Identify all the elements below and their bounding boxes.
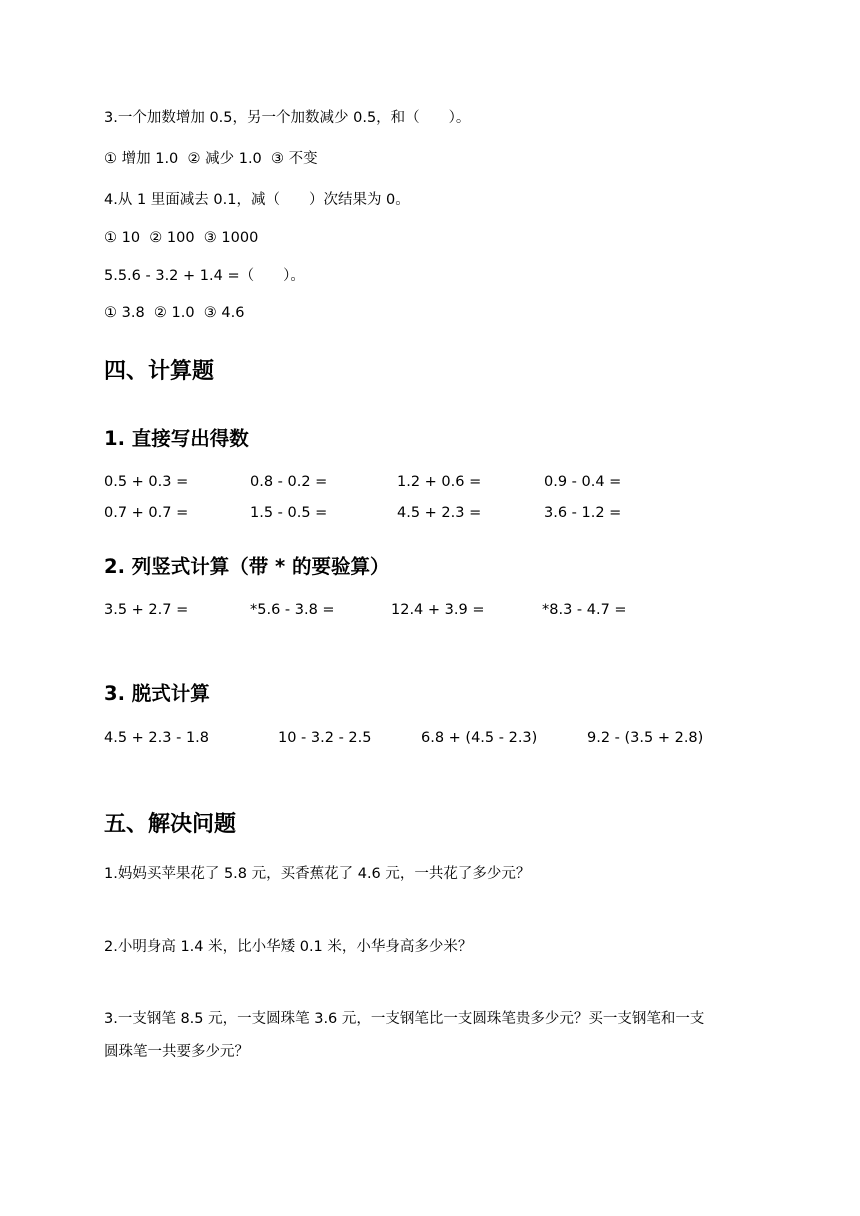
question-3: 3.一个加数增加 0.5，另一个加数减少 0.5，和（ ）。 xyxy=(104,110,471,126)
vertical-calc-item: *5.6 - 3.8 = xyxy=(250,602,335,618)
oral-calc-item: 0.9 - 0.4 = xyxy=(544,474,622,490)
oral-calc-item: 1.2 + 0.6 = xyxy=(397,474,482,490)
question-4-options: ① 10 ② 100 ③ 1000 xyxy=(104,230,259,246)
question-4: 4.从 1 里面减去 0.1，减（ ）次结果为 0。 xyxy=(104,192,410,208)
oral-calc-item: 0.5 + 0.3 = xyxy=(104,474,189,490)
oral-calc-item: 1.5 - 0.5 = xyxy=(250,505,328,521)
question-5: 5.5.6 - 3.2 + 1.4 =（ ）。 xyxy=(104,268,305,284)
vertical-calc-item: 3.5 + 2.7 = xyxy=(104,602,189,618)
oral-calc-item: 0.8 - 0.2 = xyxy=(250,474,328,490)
oral-calc-item: 0.7 + 0.7 = xyxy=(104,505,189,521)
oral-calc-item: 3.6 - 1.2 = xyxy=(544,505,622,521)
oral-calc-item: 4.5 + 2.3 = xyxy=(397,505,482,521)
part-3-title: 3. 脱式计算 xyxy=(104,682,210,705)
section-4-title: 四、计算题 xyxy=(104,359,215,384)
question-3-options: ① 增加 1.0 ② 减少 1.0 ③ 不变 xyxy=(104,151,318,167)
step-calc-item: 10 - 3.2 - 2.5 xyxy=(278,730,372,746)
step-calc-item: 4.5 + 2.3 - 1.8 xyxy=(104,730,209,746)
step-calc-item: 6.8 + (4.5 - 2.3) xyxy=(421,730,538,746)
vertical-calc-item: *8.3 - 4.7 = xyxy=(542,602,627,618)
part-1-title: 1. 直接写出得数 xyxy=(104,427,249,450)
problem-2: 2.小明身高 1.4 米，比小华矮 0.1 米，小华身高多少米？ xyxy=(104,939,473,955)
step-calc-item: 9.2 - (3.5 + 2.8) xyxy=(587,730,704,746)
problem-1: 1.妈妈买苹果花了 5.8 元，买香蕉花了 4.6 元，一共花了多少元？ xyxy=(104,866,531,882)
question-5-options: ① 3.8 ② 1.0 ③ 4.6 xyxy=(104,305,245,321)
problem-3-line-2: 圆珠笔一共要多少元？ xyxy=(104,1044,249,1060)
part-2-title: 2. 列竖式计算（带 * 的要验算） xyxy=(104,555,390,578)
section-5-title: 五、解决问题 xyxy=(104,812,237,837)
problem-3-line-1: 3.一支钢笔 8.5 元，一支圆珠笔 3.6 元，一支钢笔比一支圆珠笔贵多少元？买一支钢笔和一支 xyxy=(104,1011,705,1027)
vertical-calc-item: 12.4 + 3.9 = xyxy=(391,602,485,618)
